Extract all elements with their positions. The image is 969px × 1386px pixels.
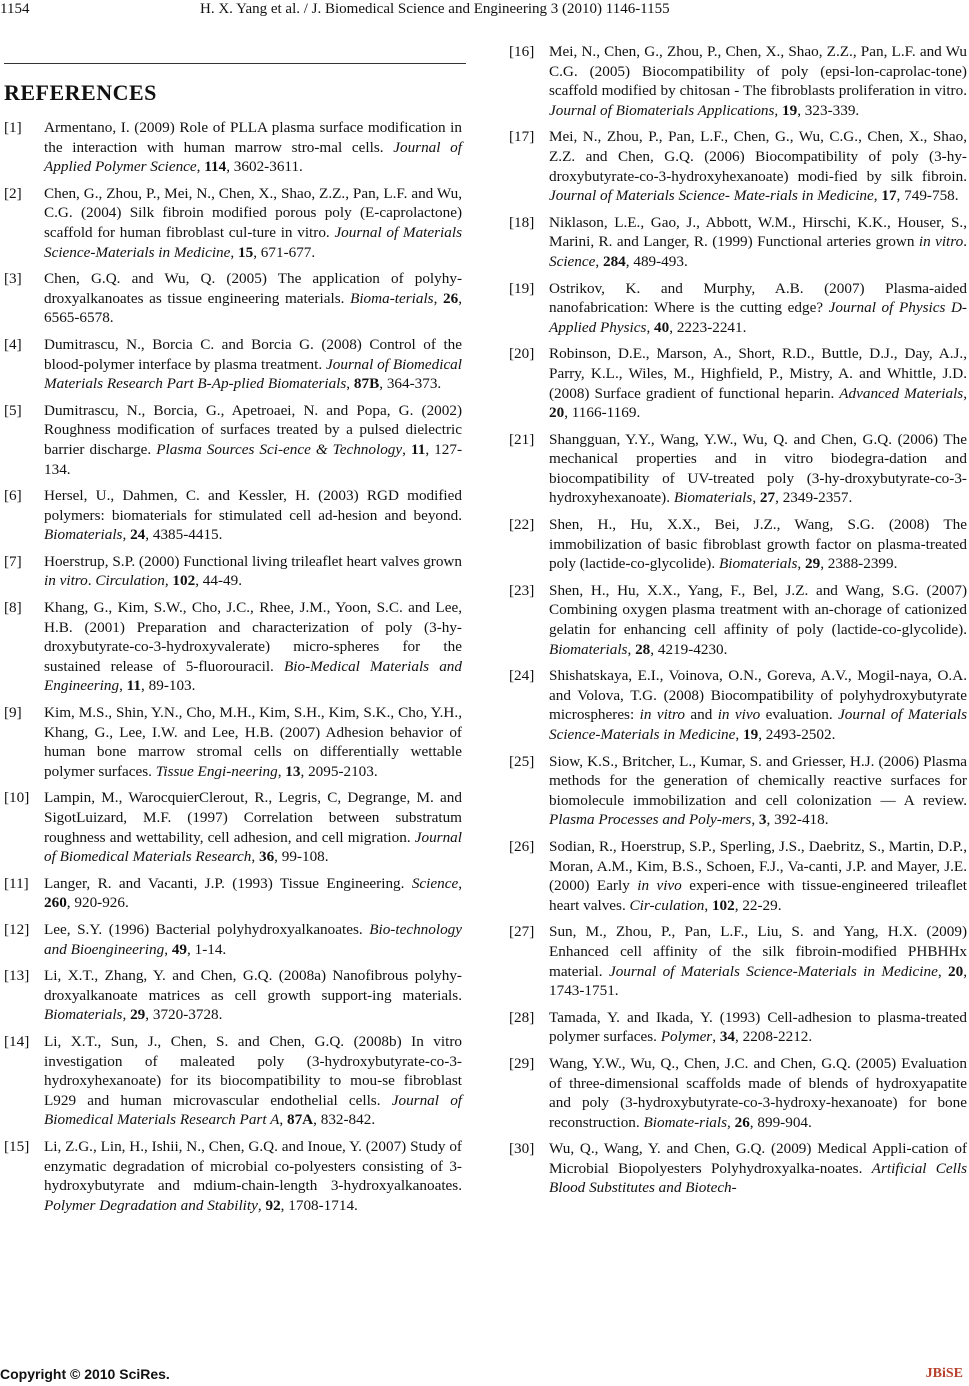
reference-number: [28] — [509, 1008, 535, 1026]
reference-number: [18] — [509, 213, 535, 231]
reference-text: Mei, N., Zhou, P., Pan, L.F., Chen, G., Wu, C.G., Chen, X., Shao, Z.Z. and Chen, G.Q. (2006) Biocompatibility of poly (3-hy-droxybutyrate-co-3-hydroxyhexanoate) modi-fied by silk fibroin. Journal of Materials Science- Mate-rials in Medicine, 17, 749-758. — [549, 128, 967, 205]
reference-entry — [4, 788, 462, 866]
reference-text: Mei, N., Chen, G., Zhou, P., Chen, X., Shao, Z.Z., Pan, L.F. and Wu C.G. (2005) Biocompatibility of poly (epsi-lon-caprolac-tone) scaffold modified by chitosan - The fibroblasts proliferation in vitro. Journal of Biomaterials Applications, 19, 323-339. — [549, 43, 967, 119]
reference-number: [8] — [4, 599, 22, 617]
reference-text: Ostrikov, K. and Murphy, A.B. (2007) Plasma-aided nanofabrication: Where is the cutting edge? Journal of Physics D-Applied Physics, 40, 2223-2241. — [549, 279, 967, 336]
reference-text: Dumitrascu, N., Borcia C. and Borcia G. (2008) Control of the blood-polymer interface by plasma treatment. Journal of Biomedical Materials Research Part B-Ap-plied Biomaterials, 87B, 364-373. — [44, 335, 462, 393]
footer-copyright: Copyright © 2010 SciRes. — [0, 1366, 170, 1382]
reference-text: Robinson, D.E., Marson, A., Short, R.D., Buttle, D.J., Day, A.J., Parry, K.L., Wiles, M., Highfield, P., Mistry, A. and Whittle, J.D. (2008) Surface gradient of functional heparin. Advanced Materials, 20, 1166-1169. — [549, 345, 967, 422]
reference-entry — [509, 837, 967, 915]
reference-entry — [509, 213, 967, 272]
reference-number: [1] — [4, 119, 22, 136]
reference-text: Shen, H., Hu, X.X., Bei, J.Z., Wang, S.G. (2008) The immobilization of basic fibroblast growth factor on plasma-treated poly (lactide-co-glycolide). Biomaterials, 29, 2388-2399. — [549, 516, 967, 573]
reference-number: [16] — [509, 43, 535, 60]
reference-entry — [509, 1008, 967, 1047]
reference-number: [13] — [4, 967, 30, 985]
reference-text: Li, Z.G., Lin, H., Ishii, N., Chen, G.Q. and Inoue, Y. (2007) Study of enzymatic degradation of microbial co-polyesters consisting of 3-hydroxybutyrate and mdium-chain-length 3-hydroxyalkanoates. Polymer Degradation and Stability, 92, 1708-1714. — [44, 1137, 462, 1214]
page-number: 1154 — [0, 1, 30, 17]
reference-number: [25] — [509, 752, 535, 770]
reference-text: Khang, G., Kim, S.W., Cho, J.C., Rhee, J.M., Yoon, S.C. and Lee, H.B. (2001) Preparation and characterization of poly (3-hy-droxybutyrate-co-3-hydroxyvalerate) micro-spheres for the sustained release of 5-fluorouracil. Bio-Medical Materials and Engineering, 11, 89-103. — [44, 599, 462, 695]
reference-entry — [4, 598, 462, 696]
reference-text: Wu, Q., Wang, Y. and Chen, G.Q. (2009) Medical Appli-cation of Microbial Biopolyesters Polyhydroxyalka-noates. Artificial Cells Blood Substitutes and Biotech- — [549, 1140, 968, 1197]
reference-entry — [4, 118, 462, 177]
reference-entry — [509, 279, 967, 338]
reference-entry — [509, 922, 967, 1000]
reference-entry — [509, 430, 967, 508]
reference-text: Sun, M., Zhou, P., Pan, L.F., Liu, S. and Yang, H.X. (2009) Enhanced cell affinity of the silk fibroin-modified PHBHHx material. Journal of Materials Science-Materials in Medicine, 20, 1743-1751. — [549, 923, 967, 1000]
references-right-column — [509, 42, 967, 1205]
reference-text: Chen, G., Zhou, P., Mei, N., Chen, X., Shao, Z.Z., Pan, L.F. and Wu, C.G. (2004) Silk fibroin modified porous poly (E-caprolactone) scaffold for human fibroblast cul-ture in vitro. Journal of Materials Science-Materials in Medicine, 15, 671-677. — [44, 184, 462, 261]
reference-text: Siow, K.S., Britcher, L., Kumar, S. and Griesser, H.J. (2006) Plasma methods for the generation of chemically reactive surfaces for biomolecule immobilization and cell colonization — A review. Plasma Processes and Poly-mers, 3, 392-418. — [549, 752, 967, 829]
reference-number: [4] — [4, 335, 22, 353]
reference-number: [6] — [4, 487, 22, 505]
reference-number: [12] — [4, 920, 30, 938]
reference-text: Sodian, R., Hoerstrup, S.P., Sperling, J.S., Daebritz, S., Martin, D.P., Moran, A.M., Kim, B.S., Schoen, F.J., Va-canti, J.P. and Mayer, J.E. (2000) Early in vivo experi-ence with tissue-engineered trileaflet heart valves. Cir-culation, 102, 22-29. — [549, 837, 968, 914]
reference-entry — [4, 703, 462, 781]
reference-number: [27] — [509, 923, 535, 941]
reference-text: Shangguan, Y.Y., Wang, Y.W., Wu, Q. and Chen, G.Q. (2006) The mechanical properties and in vitro biodegra-dation and biocompatibility of UV-treated poly (3-hy-droxybutyrate-co-3-hydroxyhexanoate). Biomaterials, 27, 2349-2357. — [549, 430, 967, 507]
reference-number: [7] — [4, 552, 22, 570]
reference-number: [14] — [4, 1032, 30, 1050]
reference-number: [19] — [509, 279, 535, 297]
reference-text: Lee, S.Y. (1996) Bacterial polyhydroxyalkanoates. Bio-technology and Bioengineering, 49, 1-14. — [44, 920, 462, 958]
reference-entry — [509, 42, 967, 120]
reference-entry — [4, 401, 462, 479]
reference-entry — [509, 1139, 967, 1198]
running-header: H. X. Yang et al. / J. Biomedical Science and Engineering 3 (2010) 1146-1155 — [200, 1, 670, 17]
reference-text: Wang, Y.W., Wu, Q., Chen, J.C. and Chen, G.Q. (2005) Evaluation of three-dimensional scaffolds made of blends of hydroxyapatite and poly (3-hydroxybutyrate-co-3-hydroxy-hexanoate) for bone reconstruction. Biomate-rials, 26, 899-904. — [549, 1054, 967, 1131]
reference-text: Niklason, L.E., Gao, J., Abbott, W.M., Hirschi, K.K., Houser, S., Marini, R. and Langer, R. (1999) Functional arteries grown in vitro. Science, 284, 489-493. — [549, 213, 967, 270]
reference-number: [26] — [509, 837, 535, 855]
reference-number: [24] — [509, 667, 535, 685]
reference-text: Chen, G.Q. and Wu, Q. (2005) The application of polyhy-droxyalkanoates as tissue engineering materials. Bioma-terials, 26, 6565-6578. — [44, 270, 463, 327]
reference-entry — [509, 344, 967, 422]
reference-text: Dumitrascu, N., Borcia, G., Apetroaei, N. and Popa, G. (2002) Roughness modification of surfaces treated by a pulsed dielectric barrier discharge. Plasma Sources Sci-ence & Technology, 11, 127-134. — [44, 401, 463, 478]
reference-text: Langer, R. and Vacanti, J.P. (1993) Tissue Engineering. Science, 260, 920-926. — [44, 874, 462, 912]
reference-number: [20] — [509, 345, 535, 363]
references-left-column — [4, 118, 462, 1222]
reference-text: Hoerstrup, S.P. (2000) Functional living trileaflet heart valves grown in vitro. Circulation, 102, 44-49. — [44, 552, 462, 590]
reference-text: Shen, H., Hu, X.X., Yang, F., Bel, J.Z. and Wang, S.G. (2007) Combining oxygen plasma treatment with an-chorage of cationized gelatin for enhancing cell affinity of poly (lactide-co-glycolide). Biomaterials, 28, 4219-4230. — [549, 581, 967, 658]
reference-entry — [4, 874, 462, 913]
reference-entry — [4, 1032, 462, 1130]
reference-number: [5] — [4, 401, 22, 419]
reference-number: [21] — [509, 430, 535, 448]
reference-text: Hersel, U., Dahmen, C. and Kessler, H. (2003) RGD modified polymers: biomaterials for stimulated cell ad-hesion and beyond. Biomaterials, 24, 4385-4415. — [44, 487, 462, 544]
reference-text: Armentano, I. (2009) Role of PLLA plasma surface modification in the interaction with human marrow stro-mal cells. Journal of Applied Polymer Science, 114, 3602-3611. — [44, 119, 462, 176]
reference-number: [15] — [4, 1137, 30, 1155]
reference-number: [10] — [4, 789, 30, 807]
reference-entry — [4, 552, 462, 591]
reference-entry — [509, 666, 967, 744]
reference-entry — [4, 1137, 462, 1215]
reference-entry — [509, 581, 967, 659]
reference-text: Lampin, M., WarocquierClerout, R., Legris, C, Degrange, M. and SigotLuizard, M.F. (1997) Correlation between substratum roughness and wettability, cell adhesion, and cell migration. Journal of Biomedical Materials Research, 36, 99-108. — [44, 789, 462, 866]
section-title: REFERENCES — [4, 80, 157, 105]
reference-number: [17] — [509, 128, 535, 146]
reference-text: Tamada, Y. and Ikada, Y. (1993) Cell-adhesion to plasma-treated polymer surfaces. Polymer, 34, 2208-2212. — [549, 1008, 967, 1046]
reference-text: Li, X.T., Sun, J., Chen, S. and Chen, G.Q. (2008b) In vitro investigation of maleated poly (3-hydroxybutyrate-co-3-hydroxyhexanoate) for its biocompatibility to mou-se fibroblast L929 and human microvascular endothelial cells. Journal of Biomedical Materials Research Part A, 87A, 832-842. — [44, 1032, 463, 1129]
footer-journal-abbrev: JBiSE — [925, 1366, 963, 1381]
reference-text: Li, X.T., Zhang, Y. and Chen, G.Q. (2008a) Nanofibrous polyhy- droxyalkanoate matrices as cell growth support-ing materials. Biomaterials, 29, 3720-3728. — [44, 967, 462, 1024]
reference-number: [11] — [4, 874, 29, 892]
reference-text: Shishatskaya, E.I., Voinova, O.N., Goreva, A.V., Mogil-naya, O.A. and Volova, T.G. (2008) Biocompatibility of polyhydroxybutyrate microspheres: in vitro and in vivo evaluation. Journal of Materials Science-Materials in Medicine, 19, 2493-2502. — [549, 667, 967, 743]
reference-number: [30] — [509, 1140, 535, 1158]
reference-entry — [4, 920, 462, 959]
reference-entry — [4, 269, 462, 328]
reference-entry — [4, 486, 462, 545]
reference-entry — [509, 515, 967, 574]
reference-number: [2] — [4, 184, 22, 202]
reference-entry — [4, 335, 462, 394]
header-rule — [4, 63, 466, 64]
reference-entry — [509, 1054, 967, 1132]
reference-entry — [509, 752, 967, 830]
reference-number: [3] — [4, 270, 22, 288]
reference-number: [23] — [509, 581, 535, 599]
reference-entry — [509, 127, 967, 205]
reference-text: Kim, M.S., Shin, Y.N., Cho, M.H., Kim, S.H., Kim, S.K., Cho, Y.H., Khang, G., Lee, I.W. and Lee, H.B. (2007) Adhesion behavior of human bone marrow stromal cells on differentially wettable polymer surfaces. Tissue Engi-neering, 13, 2095-2103. — [44, 704, 462, 780]
reference-number: [9] — [4, 704, 22, 722]
reference-entry — [4, 966, 462, 1025]
reference-entry — [4, 184, 462, 262]
reference-number: [22] — [509, 516, 535, 534]
reference-number: [29] — [509, 1054, 535, 1072]
